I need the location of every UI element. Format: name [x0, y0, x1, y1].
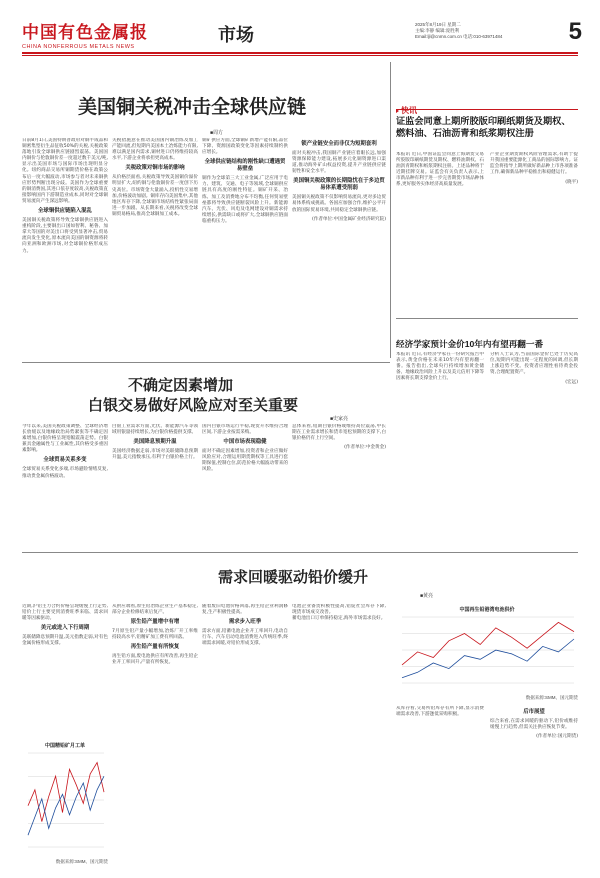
article3-col4: 总体来看,短期白银价格或维持高位震荡,中长期在工业需求增长和货币宽松预期的支撑下,白银价格仍有上行空间。 (作者单位:中金黄金) — [292, 424, 386, 451]
article1-subhead-3: 锁产业链安全而非仅为短期套利 — [301, 141, 377, 147]
article2-sign: (宏远) — [565, 380, 578, 386]
article4-byline: ■黄亮 — [420, 593, 434, 599]
kuaixun-label: 快讯 — [401, 106, 417, 115]
kuaixun-title: 证监会同意上期所胶版印刷纸期货及期权、燃料油、石油沥青和纸浆期权注册 — [396, 116, 571, 138]
article1-title: 美国铜关税冲击全球供应链 — [78, 96, 307, 118]
article4-col3: 随着废旧电池价格回落,再生铅企业利润修复,生产积极性提高。 需求步入旺季 需求方面,铅蓄电池企业开工率回升,电动自行车、汽车启动电池消费进入传统旺季,终端需求回暖,对铅价形成支撑。 — [202, 604, 288, 647]
article1-subhead-0: 全球铜供应链陷入混乱 — [38, 208, 92, 215]
chart-2-title: 中国再生铅港湾电池供价 — [459, 607, 515, 613]
masthead — [22, 18, 322, 52]
kuaixun-header — [396, 98, 578, 115]
section-divider — [22, 362, 390, 363]
article1-subhead-2: 全球供应链结构的刚性缺口遭遇贸易壁垒 — [204, 159, 286, 173]
article4-source-note: (作者单位:国元期货) — [536, 734, 578, 740]
article3-subhead-0: 全球贸易关系多变 — [43, 457, 87, 464]
masthead-title: 中国有色金属报 — [22, 23, 148, 43]
article1-subhead-1: 关税政策对铜市场的影响 — [125, 165, 185, 172]
series-line-1 — [28, 776, 104, 835]
header-date: 2025年8月19日 星期二 — [415, 22, 461, 27]
triangle-icon — [396, 109, 399, 113]
header-editors: 主编:李静 编辑:庞胜利 — [415, 28, 460, 33]
kuaixun-col2: 产业企业期货期权风险管理需求,有助于提升我国重要能源化工商品的国际影响力。证监会将指导上期所做好新品种上市各项准备工作,确保新品种平稳推出和稳健运行。 (晓平) — [490, 152, 578, 186]
article1-col2: 关税措施意在推动美国国内铜冶炼及加工产能回流,但短期内美国本土冶炼能力有限,难以满足国内需求,铜材进口仍将维持较高水平,下游企业将承担更高成本。 关税政策对铜市场的影响 从价格层面看,关税政策导致美国铜价溢价明显扩大,纽约铜与伦敦铜价差一度创下历史高位。市场资金大量涌入,投机性交易增加,价格波动加剧。铜库存向美国集中,其他地区库存下降,全球铜市场结构性紧张局面进一步加剧。从长期来看,关税将改变全球铜贸易格局,推高全球铜加工成本。 — [112, 138, 198, 217]
article3-col2: 白银工业需求方面,光伏、新能源汽车等领域用银量持续增长,为白银价格提供支撑。 美国降息预期升温 美国经济数据走弱,市场对美联储降息预期升温,美元指数承压,有利于白银价格上行。 — [112, 424, 198, 461]
article4-subhead-0: 美元或进入下行周期 — [40, 625, 90, 632]
article3-col3: 国内白银市场运行平稳,现货升水维持合理区间,下游企业按需采购。 中国市场表现稳健 面对不确定因素增加,投资者和企业应做好风险应对,合理运用期货期权等工具进行套期保值,控制仓位,防范价格大幅波动带来的风险。 — [202, 424, 288, 473]
article1-source-note: (作者单位:中国金属矿业经济研究院) — [311, 216, 386, 222]
header-divider — [22, 52, 578, 54]
article2-col1: 本报讯 近日,有经济学家在一份研究报告中表示,黄金价格在未来10年内有望再翻一番。报告指出,全球央行持续增加黄金储备、地缘政治风险上升以及美元信用下降等因素将长期支撑金价上行。 — [396, 352, 484, 382]
article4-title: 需求回暖驱动铅价缓升 — [218, 568, 369, 586]
article4-subhead-1: 原生铅产量增中有增 — [130, 619, 180, 626]
kuaixun-divider — [396, 318, 578, 319]
article1-subhead-4: 美国铜关税政策的长期隐忧在于多边贸易体系遭受削弱 — [293, 178, 385, 192]
series-line-0 — [28, 763, 104, 822]
section-title: 市场 — [218, 25, 254, 46]
article1-col1: 日前8月1日,美国特朗普政府对铜半成品和铜密集型衍生品征收50%的关税,关税政策落地引发全球铜供应链剧烈震荡。美国国内铜价与伦敦铜价差一度超过数千美元/吨,显示出美国市场与国际市场出现明显分化。纽约商品交易所铜期货价格在政策公布后一度大幅波动,市场参与者对未来铜供应形势判断出现分歧。美国作为全球重要的铜消费国,其进口依存度较高,关税政策直接影响国内下游制造业成本,同时对全球铜贸易流向产生深远影响。 全球铜供应链陷入混乱 美国铜关税政策将导致全球铜供应链进入重构阶段,主要铜出口国如智利、秘鲁、加拿大等国的对美出口将受到显著冲击,贸易流向发生变化,原本流向美国的铜资源将转向亚洲和欧洲市场,对全球铜价格形成压力。 — [22, 138, 108, 254]
masthead-english: CHINA NONFERROUS METALS NEWS — [22, 44, 135, 50]
article3-col1: 今年以来,美国关税政策调整、全球经济增长放缓以及地缘政治局势紧张等不确定因素增加,白银价格呈现宽幅震荡走势。白银兼具金融属性与工业属性,其价格受多重因素影响。 全球贸易关系多变 全球贸易关系变化多端,市场避险情绪反复,推动贵金属价格波动。 — [22, 424, 108, 479]
page-number: 5 — [568, 18, 582, 45]
chart-2 — [396, 606, 578, 704]
article4-subhead-2: 再生铅产量有所恢复 — [130, 644, 180, 651]
kuaixun-col1: 本报讯 近日,中国证监会同意上海期货交易所胶版印刷纸期货及期权、燃料油期权、石油沥青期权和纸浆期权注册。上述品种将于近期挂牌交易。证监会有关负责人表示,上市新品种有利于进一步完善期货市场品种体系,更好服务实体经济高质量发展。 — [396, 152, 484, 188]
article4-subhead-4: 后市展望 — [523, 709, 545, 715]
kuaixun-sign: (晓平) — [565, 180, 578, 186]
article3-title: 不确定因素增加 — [128, 376, 234, 394]
series-line-1 — [402, 639, 574, 678]
article4-col6: 后市展望 综合来看,在需求回暖的驱动下,铅价或维持缓慢上行趋势,但需关注供应恢复节奏。 (作者单位:国元期货) — [490, 709, 578, 740]
chart-1-source: 数据来源:SMM、国元期货 — [55, 859, 108, 864]
article4-col4: 电池企业备货积极性提高,铅锭社会库存下降,现货市场成交改善。 蓄电池出口订单保持稳定,海外市场需求良好。 — [292, 604, 386, 622]
column-divider — [390, 62, 391, 358]
header-contact: Email:ljl@cnmn.com.cn 电话:010-63971484 — [415, 34, 503, 39]
header-divider-thin — [22, 55, 578, 56]
header-info — [415, 22, 575, 40]
article3-title2: 白银交易做好风险应对至关重要 — [88, 396, 299, 414]
chart-2-plot — [396, 613, 578, 691]
article1-col3: 铜矿供应方面,全球铜矿新增产能有限,品位下降、资源国政策变化等因素持续制约供应增长。 全球供应链结构的刚性缺口遭遇贸易壁垒 铜作为全球第三大工业金属,广泛应用于电力、建筑、交通、电子等领域,全球铜供应链具有高度的刚性特征。铜矿开采、冶炼、加工及消费地分布不均衡,任何贸易壁垒都将导致供应链断裂风险上升。新能源汽车、光伏、风电及电网建设对铜需求持续增长,供需缺口或将扩大,全球铜供应链面临重构压力。 — [202, 138, 288, 224]
article4-col2: 从供应端看,原生铅冶炼企业生产基本稳定,部分企业检修结束后复产。 原生铅产量增中有增 7月原生铅产量小幅增加,冶炼厂开工率维持较高水平,铅精矿加工费有所回落。 再生铅产量有所恢复 再生铅方面,废电池供应有所改善,再生铅企业开工率回升,产量有所恢复。 — [112, 604, 198, 666]
article4-subhead-3: 需求步入旺季 — [228, 619, 262, 626]
article3-byline: ■史家亮 — [330, 416, 349, 422]
chart-1-title: 中国精铅矿月工单 — [44, 743, 85, 749]
section-divider-2 — [22, 552, 578, 553]
series-line-0 — [402, 622, 574, 665]
chart-2-source: 数据来源:SMM、国元期货 — [525, 695, 578, 700]
article3-subhead-1: 美国降息预期升温 — [133, 439, 177, 446]
article4-col5: 从库存看,交易所铅库存有所下降,显示消费端需求改善,下游逢低采购积极。 — [396, 706, 484, 718]
article1-byline: ■周方 — [210, 130, 224, 136]
chart-1-plot — [22, 749, 108, 855]
article4-col1: 近期,沪铅主力合约价格呈现缓慢上行走势,铅价上行主要受到消费旺季来临、需求回暖等因素驱动。 美元或进入下行周期 美联储降息预期升温,美元指数走弱,对有色金属价格形成支撑。 — [22, 604, 108, 647]
article1-col4: 锁产业链安全而非仅为短期套利 面对关税冲击,我国铜产业链应着眼长远,加强资源保障能力建设,拓展多元化铜资源进口渠道,推动海外矿山权益投资,提升产业链供应链韧性和安全水平。 美国铜关税政策的长期隐忧在于多边贸易体系遭受削弱 美国铜关税政策不仅影响贸易流向,更对多边贸易体系构成挑战。各国应加强合作,维护公平开放的国际贸易环境,共同稳定全球铜供应链。 (作者单位:中国金属矿业经济研究院) — [292, 141, 386, 222]
article3-source-note: (作者单位:中金黄金) — [344, 445, 386, 451]
chart-1 — [22, 742, 108, 866]
article3-subhead-2: 中国市场表现稳健 — [223, 439, 267, 446]
article2-title: 经济学家预计金价10年内有望再翻一番 — [396, 339, 544, 349]
article2-col2: 分析人士认为,当前国际金价已处于历史高位,短期内可能出现一定程度的回调,但长期上涨趋势不变。投资者应理性看待黄金投资,合理配置资产。 (宏远) — [490, 352, 578, 386]
